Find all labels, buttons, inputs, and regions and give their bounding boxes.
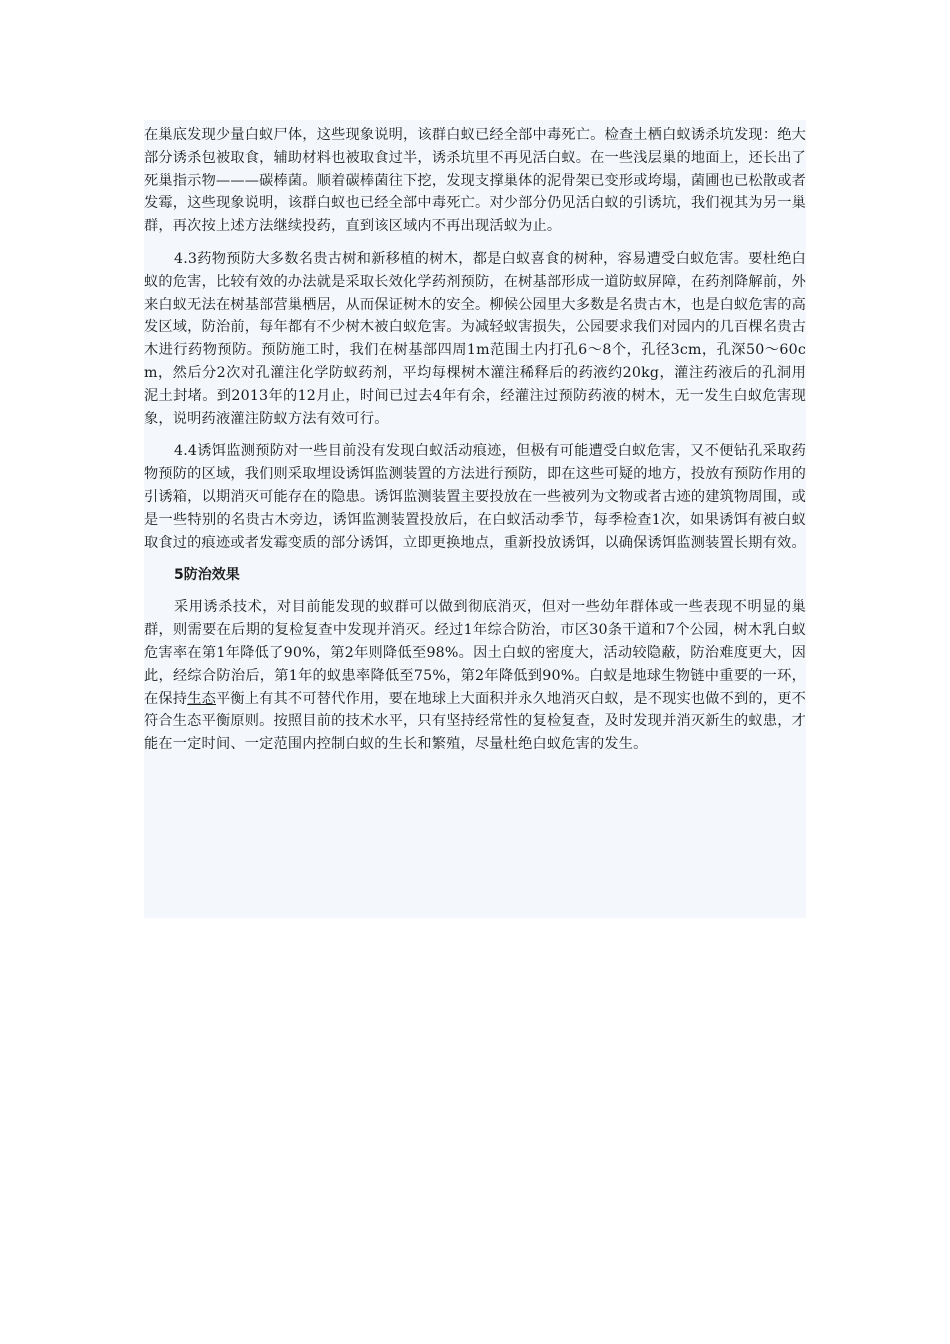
paragraph-4-4-bait-monitoring: 4.4诱饵监测预防对一些目前没有发现白蚁活动痕迹，但极有可能遭受白蚁危害，又不便钻孔采取药物预防的区域，我们则采取埋设诱饵监测装置的方法进行预防，即在这些可疑的地方，投放有预防作用的引诱箱，以期消灭可能存在的隐患。诱饵监测装置主要投放在一些被列为文物或者古迹的建筑物周围，或是一些特别的名贵古木旁边，诱饵监测装置投放后，在白蚁活动季节，每季检查1次，如果诱饵有被白蚁取食过的痕迹或者发霉变质的部分诱饵，立即更换地点，重新投放诱饵，以确保诱饵监测装置长期有效。 bbox=[144, 443, 806, 551]
paragraph-control-results bbox=[144, 596, 806, 756]
section-heading-5: 5防治效果 bbox=[174, 567, 240, 584]
document-body bbox=[144, 120, 806, 918]
paragraph-4-3-chemical-prevention: 4.3药物预防大多数名贵古树和新移植的树木，都是白蚁喜食的树种，容易遭受白蚁危害。要杜绝白蚁的危害，比较有效的办法就是采取长效化学药剂预防，在树基部形成一道防蚁屏障，在药剂降解前，外来白蚁无法在树基部营巢栖居，从而保证树木的安全。柳候公园里大多数是名贵古木，也是白蚁危害的高发区域，防治前，每年都有不少树木被白蚁危害。为减轻蚁害损失，公园要求我们对园内的几百棵名贵古木进行药物预防。预防施工时，我们在树基部四周1m范围土内打孔6～8个，孔径3cm，孔深50～60cm，然后分2次对孔灌注化学防蚁药剂，平均每棵树木灌注稀释后的药液约20kg，灌注药液后的孔洞用泥土封堵。到2013年的12月止，时间已过去4年有余，经灌注过预防药液的树木，无一发生白蚁危害现象，说明药液灌注防蚁方法有效可行。 bbox=[144, 250, 806, 427]
paragraph-gap bbox=[144, 238, 806, 248]
paragraph-gap bbox=[144, 586, 806, 596]
results-text-part-1: 采用诱杀技术，对目前能发现的蚁群可以做到彻底消灭，但对一些幼年群体或一些表现不明显的巢群，则需要在后期的复检复查中发现并消灭。经过1年综合防治，市区30条干道和7个公园，树木乳白蚁危害率在第1年降低了90%，第2年则降低至98%。因土白蚁的密度大，活动较隐蔽，防治难度更大，因此，经综合防治后，第1年的蚁患率降低至75%，第2年降低到90%。白蚁是地球生物链中重要的一环，在保持 bbox=[144, 599, 806, 707]
ecology-link[interactable]: 生态 bbox=[187, 690, 216, 707]
paragraph-nest-inspection: 在巢底发现少量白蚁尸体，这些现象说明，该群白蚁已经全部中毒死亡。检查土栖白蚁诱杀坑发现：绝大部分诱杀包被取食，辅助材料也被取食过半，诱杀坑里不再见活白蚁。在一些浅层巢的地面上，还长出了死巢指示物———碳棒菌。顺着碳棒菌往下挖，发现支撑巢体的泥骨架已变形或垮塌，菌圃也已松散或者发霉，这些现象说明，该群白蚁也已经全部中毒死亡。对少部分仍见活白蚁的引诱坑，我们视其为另一巢群，再次按上述方法继续投药，直到该区域内不再出现活蚁为止。 bbox=[144, 127, 806, 235]
paragraph-gap bbox=[144, 554, 806, 564]
paragraph-gap bbox=[144, 430, 806, 440]
results-text-part-2: 平衡上有其不可替代作用，要在地球上大面积并永久地消灭白蚁，是不现实也做不到的，更不符合生态平衡原则。按照目前的技术水平，只有坚持经常性的复检复查，及时发现并消灭新生的蚁患，才能在一定时间、一定范围内控制白蚁的生长和繁殖，尽量杜绝白蚁危害的发生。 bbox=[144, 690, 807, 753]
